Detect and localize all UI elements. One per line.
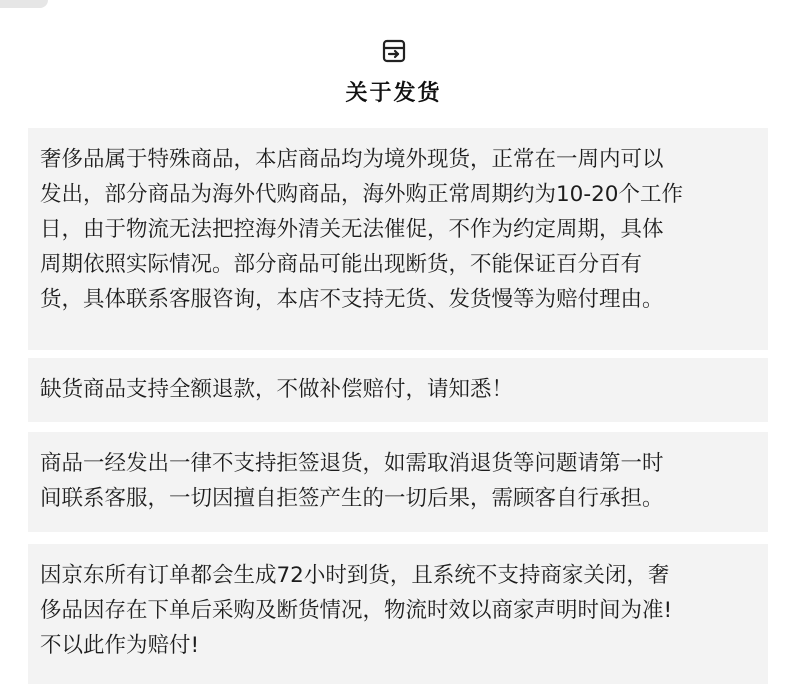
page-title: 关于发货 [345, 81, 442, 106]
rejection-policy-text: 商品一经发出一律不支持拒签退货，如需取消退货等问题请第一时 间联系客服，一切因擅自拒签产生的一切后果，需顾客自行承担。 [40, 451, 664, 511]
refund-policy-text: 缺货商品支持全额退款，不做补偿赔付，请知悉！ [40, 377, 514, 402]
rejection-policy-card [28, 432, 768, 532]
jd-delivery-notice-card [28, 544, 768, 684]
section-header [0, 38, 787, 107]
refund-policy-card [28, 358, 768, 422]
top-corner-decoration [0, 0, 48, 8]
shipping-policy-text: 奢侈品属于特殊商品，本店商品均为境外现货，正常在一周内可以 发出，部分商品为海外代购商品，海外购正常周期约为10-20个工作 日，由于物流无法把控海外清关无法催促，不作为约定周期，具体 周期依照实际情况。部分商品可能出现断货，不能保证百分百有 货，具体联系客服咨询，本店不支持无货、发货慢等为赔付理由。 [40, 147, 683, 312]
shipping-policy-card [28, 128, 768, 350]
jd-delivery-notice-text: 因京东所有订单都会生成72小时到货，且系统不支持商家关闭，奢 侈品因存在下单后采购及断货情况，物流时效以商家声明时间为准! 不以此作为赔付! [40, 563, 673, 658]
delivery-box-icon [381, 38, 407, 64]
